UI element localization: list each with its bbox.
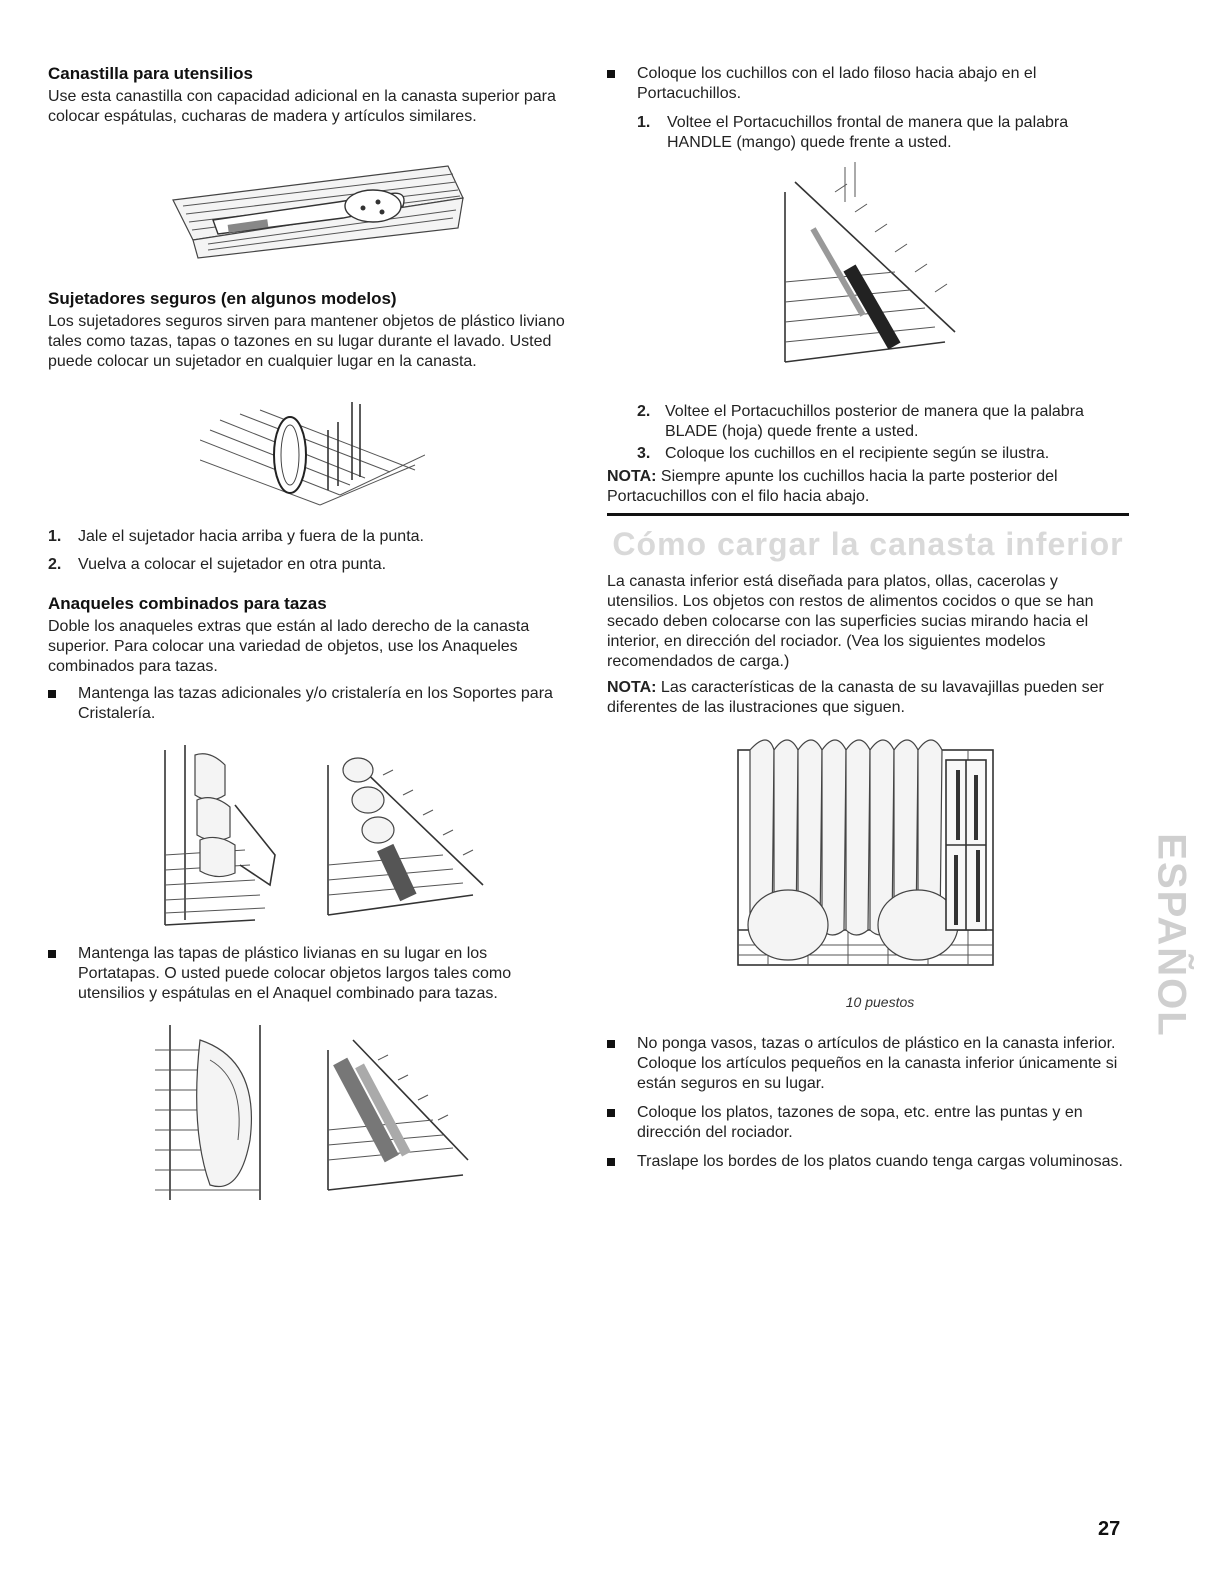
- step-text: Coloque los cuchillos en el recipiente según se ilustra.: [665, 445, 1050, 462]
- bullet-text: Traslape los bordes de los platos cuando tenga cargas voluminosas.: [637, 1153, 1123, 1170]
- knives-step-2: [607, 402, 1127, 442]
- nota-knives: [607, 467, 1127, 507]
- anaqueles-heading: Anaqueles combinados para tazas: [48, 594, 327, 613]
- bullet-text: No ponga vasos, tazas o artículos de plástico en la canasta inferior. Coloque los artículos pequeños en la canasta inferior únicamente si están seguros en su lugar.: [637, 1035, 1118, 1092]
- nota-text: Las características de la canasta de su lavavajillas pueden ser diferentes de las ilustraciones que siguen.: [607, 679, 1104, 716]
- section-title: Cómo cargar la canasta inferior: [612, 526, 1124, 562]
- nota-text: Siempre apunte los cuchillos hacia la parte posterior del Portacuchillos con el filo hacia abajo.: [607, 468, 1058, 505]
- step-text: Voltee el Portacuchillos posterior de manera que la palabra BLADE (hoja) quede frente a usted.: [665, 403, 1084, 440]
- step-number: 3.: [637, 445, 651, 462]
- bullet-text: Mantenga las tazas adicionales y/o cristalería en los Soportes para Cristalería.: [78, 685, 553, 722]
- cup-shelf-illustration: [155, 745, 285, 930]
- lower-rack-intro: La canasta inferior está diseñada para platos, ollas, cacerolas y utensilios. Los objetos con restos de alimentos cocidos o que se han secado deben colocarse con las superficies sucias mirando hacia el interior, en dirección del rociador. (Vea los siguientes modelos recomendados de carga.): [607, 573, 1094, 670]
- bullet-square-icon: [48, 690, 56, 698]
- sujetadores-body: Los sujetadores seguros sirven para mantener objetos de plástico liviano tales como tazas, tapas o tazones en su lugar durante el lavado. Usted puede colocar un sujetador en cualquier lugar en la canasta.: [48, 313, 565, 370]
- anaqueles-bullet-1: [48, 684, 573, 724]
- bullet-square-icon: [607, 1040, 615, 1048]
- step-number: 2.: [48, 556, 62, 573]
- lower-rack-bullet-3: [607, 1152, 1127, 1192]
- language-label: ESPAÑOL: [1149, 832, 1194, 1038]
- step-number: 2.: [637, 403, 651, 420]
- knife-holder-illustration: [775, 162, 960, 387]
- bullet-square-icon: [607, 1158, 615, 1166]
- bullet-text: Coloque los platos, tazones de sopa, etc. entre las puntas y en dirección del rociador.: [637, 1104, 1083, 1141]
- canastilla-body: Use esta canastilla con capacidad adicional en la canasta superior para colocar espátulas, cucharas de madera y artículos similares.: [48, 88, 556, 125]
- lower-rack-bullet-2: [607, 1103, 1127, 1143]
- step-text: Jale el sujetador hacia arriba y fuera de la punta.: [78, 528, 424, 545]
- bullet-text: Mantenga las tapas de plástico livianas en su lugar en los Portatapas. O usted puede colocar objetos largos tales como utensilios y espátulas en el Anaquel combinado para tazas.: [78, 945, 512, 1002]
- language-side-tab: [1150, 810, 1192, 1060]
- secure-clip-illustration: [200, 400, 425, 510]
- step-text: Vuelva a colocar el sujetador en otra punta.: [78, 556, 387, 573]
- page-number: 27: [1098, 1518, 1121, 1540]
- anaqueles-body: Doble los anaqueles extras que están al lado derecho de la canasta superior. Para colocar una variedad de objetos, use los Anaqueles combinados para tazas.: [48, 618, 530, 675]
- utensil-basket-illustration: [168, 158, 468, 268]
- lid-holder-illustration: [150, 1020, 275, 1205]
- sujetadores-step-1: [48, 527, 573, 547]
- knives-step-3: [607, 444, 1127, 464]
- lower-rack-bullet-1: [607, 1034, 1127, 1094]
- bullet-text: Coloque los cuchillos con el lado filoso hacia abajo en el Portacuchillos.: [637, 65, 1037, 102]
- step-number: 1.: [48, 528, 62, 545]
- knives-step-1: [637, 113, 1127, 153]
- bullet-square-icon: [607, 1109, 615, 1117]
- sujetadores-step-2: [48, 555, 573, 575]
- cup-shelf-illustration-2: [323, 745, 488, 930]
- step-number: 1.: [637, 114, 651, 131]
- nota-lower-rack: [607, 678, 1127, 718]
- utensil-cup-shelf-illustration: [323, 1020, 473, 1205]
- knives-bullet: [607, 64, 1127, 104]
- lower-rack-caption: 10 puestos: [845, 994, 915, 1010]
- lower-rack-illustration: [728, 730, 1008, 980]
- section-divider: [607, 513, 1129, 516]
- bullet-square-icon: [48, 950, 56, 958]
- anaqueles-bullet-2: [48, 944, 573, 1004]
- bullet-square-icon: [607, 70, 615, 78]
- canastilla-heading: Canastilla para utensilios: [48, 64, 254, 83]
- step-text: Voltee el Portacuchillos frontal de manera que la palabra HANDLE (mango) quede frente a usted.: [667, 114, 1069, 151]
- nota-label: NOTA:: [607, 679, 657, 696]
- nota-label: NOTA:: [607, 468, 657, 485]
- sujetadores-heading: Sujetadores seguros (en algunos modelos): [48, 289, 397, 308]
